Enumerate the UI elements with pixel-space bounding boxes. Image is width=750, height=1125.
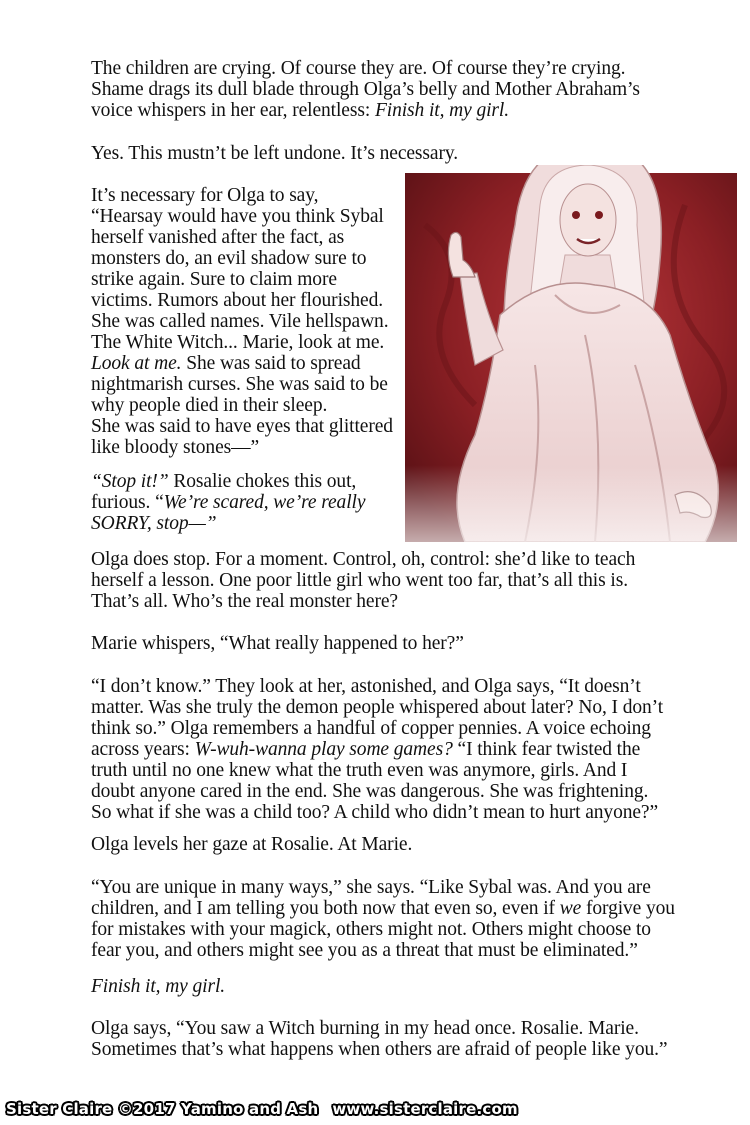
paragraph-3: It’s necessary for Olga to say, “Hearsay would have you think Sybal herself vanished after the fact, as monsters do, an evil shadow sure to strike again. Sure to claim more victims. Rumors about her flourished. She was called names. Vile hellspawn. The White Witch... Marie, look at me. Look at me. She was said to spread nightmarish curses. She was said to be why people died in their sleep. She was said to have eyes that glittered like bloody stones—”: [91, 185, 393, 458]
face: [560, 184, 616, 256]
paragraph-8: Olga levels her gaze at Rosalie. At Marie.: [91, 834, 413, 855]
paragraph-7: “I don’t know.” They look at her, astonished, and Olga says, “It doesn’t matter. Was she truly the demon people whispered about later? No, I don’t think so.” Olga remembers a handful of copper pennies. A voice echoing across years: W-wuh-wanna play some games? “I think fear twisted the truth until no one knew what the truth even was anymore, girls. And I doubt anyone cared in the end. She was dangerous. She was frightening. So what if she was a child too? A child who didn’t mean to hurt anyone?”: [91, 676, 664, 823]
footer-credits: [6, 1100, 532, 1122]
paragraph-11: Olga says, “You saw a Witch burning in my head once. Rosalie. Marie. Sometimes that’s what happens when others are afraid of people like you.”: [91, 1018, 668, 1060]
paragraph-10: Finish it, my girl.: [91, 976, 226, 997]
paragraph-1: The children are crying. Of course they are. Of course they’re crying. Shame drags its dull blade through Olga’s belly and Mother Abraham’s voice whispers in her ear, relentless: Finish it, my girl.: [91, 58, 640, 121]
paragraph-2: Yes. This mustn’t be left undone. It’s necessary.: [91, 143, 459, 164]
website-link[interactable]: www.sisterclaire.com: [332, 1100, 518, 1118]
paragraph-4: “Stop it!” Rosalie chokes this out, furious. “We’re scared, we’re really SORRY, stop—”: [91, 471, 366, 534]
illustration-fade: [405, 465, 737, 542]
left-eye: [572, 211, 580, 219]
paragraph-9: “You are unique in many ways,” she says. “Like Sybal was. And you are children, and I am telling you both now that even so, even if we forgive you for mistakes with your magick, others might not. Others might choose to fear you, and others might see you as a threat that must be eliminated.”: [91, 877, 675, 961]
paragraph-6: Marie whispers, “What really happened to her?”: [91, 633, 464, 654]
right-eye: [595, 211, 603, 219]
paragraph-5: Olga does stop. For a moment. Control, oh, control: she’d like to teach herself a lesson. One poor little girl who went too far, that’s all this is. That’s all. Who’s the real monster here?: [91, 549, 636, 612]
copyright-credit: Sister Claire ©2017 Yamino and Ash: [6, 1100, 319, 1118]
olga-illustration: [405, 165, 737, 542]
